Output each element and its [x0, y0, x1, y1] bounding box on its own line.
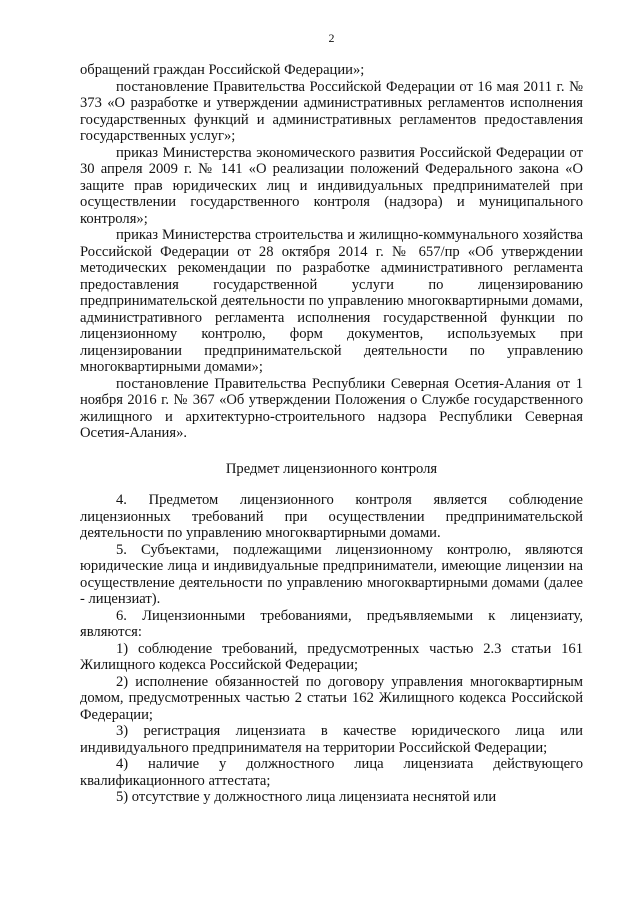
list-item: 1) соблюдение требований, предусмотренных частью 2.3 статьи 161 Жилищного кодекса Российской Федерации; — [80, 640, 583, 673]
paragraph: 6. Лицензионными требованиями, предъявляемыми к лицензиату, являются: — [80, 607, 583, 640]
list-item: 5) отсутствие у должностного лица лицензиата неснятой или — [116, 789, 497, 805]
paragraph: постановление Правительства Российской Федерации от 16 мая 2011 г. № 373 «О разработке и утверждении административных регламентов исполнения государственных функций и административных регламентов предоставления государственных услуг»; — [80, 78, 583, 144]
page-number: 2 — [328, 31, 335, 45]
list-item: 4) наличие у должностного лица лицензиата действующего квалификационного аттестата; — [80, 756, 583, 789]
list-item: 3) регистрация лицензиата в качестве юридического лица или индивидуального предпринимателя на территории Российской Федерации; — [80, 723, 583, 756]
list-item: 2) исполнение обязанностей по договору управления многоквартирным домом, предусмотренных частью 2 статьи 162 Жилищного кодекса Российской Федерации; — [80, 673, 583, 723]
section-heading: Предмет лицензионного контроля — [225, 460, 438, 477]
document-body — [80, 62, 583, 806]
paragraph: 5. Субъектами, подлежащими лицензионному контролю, являются юридические лица и индивидуальные предприниматели, имеющие лицензии на осуществление деятельности по управлению многоквартирными домами (далее - лицензиат). — [80, 541, 583, 607]
paragraph: приказ Министерства строительства и жилищно-коммунального хозяйства Российской Федерации от 28 октября 2014 г. № 657/пр «Об утверждении методических рекомендации по разработке административного регламента предоставления государственной услуги по лицензированию предпринимательской деятельности по управлению многоквартирными домами, административного регламента исполнения государственной функции по лицензионному контролю, форм документов, используемых при лицензировании предпринимательской деятельности по управлению многоквартирными домами»; — [80, 227, 583, 375]
paragraph: приказ Министерства экономического развития Российской Федерации от 30 апреля 2009 г. № 141 «О реализации положений Федерального закона «О защите прав юридических лиц и индивидуальных предпринимателей при осуществлении государственного контроля (надзора) и муниципального контроля»; — [80, 144, 583, 227]
paragraph: обращений граждан Российской Федерации»; — [80, 62, 365, 78]
paragraph: 4. Предметом лицензионного контроля является соблюдение лицензионных требований при осуществлении предпринимательской деятельности по управлению многоквартирными домами. — [80, 492, 583, 541]
paragraph: постановление Правительства Республики Северная Осетия-Алания от 1 ноября 2016 г. № 367 «Об утверждении Положения о Службе государственного жилищного и архитектурно-строительного надзора Республики Северная Осетия-Алания». — [80, 375, 583, 441]
